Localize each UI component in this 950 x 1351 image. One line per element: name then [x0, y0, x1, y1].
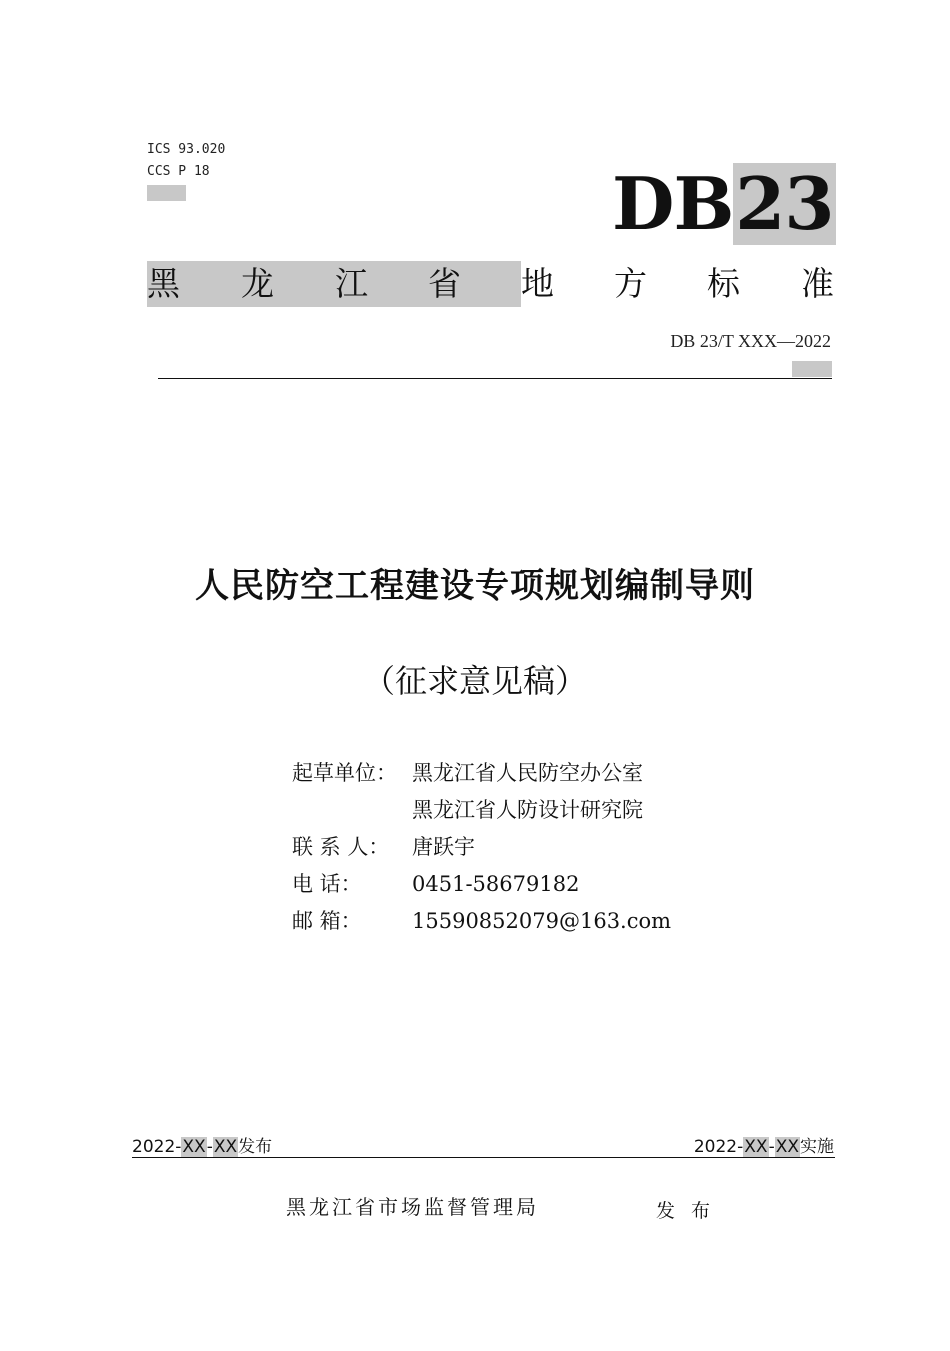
- issue-label: 发布: [656, 1200, 727, 1222]
- title-highlight: [147, 261, 521, 307]
- drafter-value-2: 黑龙江省人防设计研究院: [412, 798, 643, 822]
- email-value: 15590852079@163.com: [412, 909, 672, 933]
- title-char: 省: [428, 264, 461, 303]
- ics-code: ICS 93.020: [147, 142, 226, 157]
- contact-person-label: 联 系 人：: [292, 835, 390, 859]
- phone-row: [292, 867, 580, 904]
- standard-number: DB 23/T XXX—2022: [670, 331, 831, 351]
- document-title: 人民防空工程建设专项规划编制导则: [195, 566, 755, 606]
- publish-date: 2022-XX-XX发布: [132, 1137, 273, 1157]
- phone-label: 电 话：: [292, 872, 362, 896]
- placeholder-highlight: [147, 185, 186, 201]
- drafter-row-2: [292, 793, 643, 830]
- ccs-code: CCS P 18: [147, 164, 210, 179]
- email-row: [292, 904, 672, 941]
- db-logo-number: 23: [735, 161, 834, 246]
- contact-block: [292, 756, 672, 941]
- title-char: 黑: [147, 264, 180, 303]
- issuing-authority: 黑龙江省市场监督管理局: [286, 1195, 539, 1219]
- header-divider: [158, 378, 832, 379]
- title-char: 准: [801, 264, 834, 303]
- title-char: 地: [521, 264, 554, 303]
- placeholder-highlight: [792, 361, 832, 377]
- drafter-value: 黑龙江省人民防空办公室: [412, 761, 643, 785]
- email-label: 邮 箱：: [292, 909, 362, 933]
- contact-person-row: [292, 830, 475, 867]
- title-char: 方: [614, 264, 647, 303]
- phone-value: 0451-58679182: [412, 872, 580, 896]
- document-subtitle: （征求意见稿）: [362, 662, 587, 700]
- standard-category-title: [147, 261, 835, 307]
- contact-person-value: 唐跃宇: [412, 835, 475, 859]
- title-char: 标: [707, 264, 740, 303]
- classification-codes: [147, 139, 225, 183]
- footer-divider: [132, 1157, 835, 1158]
- db-logo: [612, 163, 836, 245]
- title-char: 龙: [241, 264, 274, 303]
- title-char: 江: [335, 264, 368, 303]
- drafter-label: 起草单位：: [292, 761, 397, 785]
- implement-date: 2022-XX-XX实施: [693, 1137, 834, 1157]
- drafter-row: [292, 756, 643, 793]
- db-logo-prefix: DB: [612, 161, 734, 246]
